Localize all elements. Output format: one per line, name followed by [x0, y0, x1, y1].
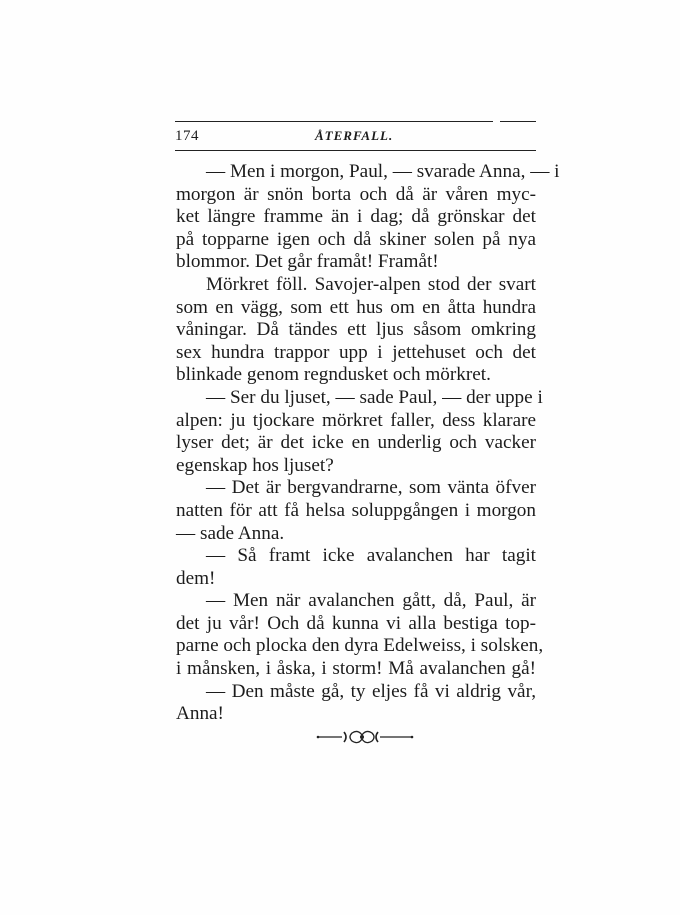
text-line: — Men i morgon, Paul, — svarade Anna, — i	[206, 161, 560, 182]
text-line: egenskap hos ljuset?	[176, 454, 334, 476]
text-line: — sade Anna.	[176, 522, 285, 544]
body-text	[176, 161, 560, 726]
text-line: som en vägg, som ett hus om en åtta hundra	[176, 296, 536, 318]
text-line: natten för att få helsa soluppgången i morgon	[176, 499, 536, 521]
text-line: sex hundra trappor upp i jettehuset och det	[176, 341, 536, 363]
text-line: morgon är snön borta och då är våren myc-	[176, 183, 536, 205]
text-line: ket längre framme än i dag; då grönskar det	[176, 206, 536, 228]
text-line: våningar. Då tändes ett ljus såsom omkring	[176, 319, 536, 341]
text-line: — Så framt icke avalanchen har tagit	[206, 545, 536, 567]
text-line: dem!	[176, 567, 216, 589]
text-line: alpen: ju tjockare mörkret faller, dess klarare	[176, 409, 536, 431]
page-number: 174	[175, 128, 199, 144]
text-line: blommor. Det går framåt! Framåt!	[176, 251, 439, 273]
tailpiece-ornament	[316, 727, 416, 747]
header-top-rule	[175, 121, 493, 122]
text-line: Mörkret föll. Savojer-alpen stod der svart	[206, 273, 536, 295]
text-line: blinkade genom regndusket och mörkret.	[176, 364, 491, 386]
text-line: — Men när avalanchen gått, då, Paul, är	[206, 590, 536, 612]
text-line: — Ser du ljuset, — sade Paul, — der uppe i	[206, 386, 543, 408]
page-header	[175, 128, 535, 148]
text-line: det ju vår! Och då kunna vi alla bestiga top-	[176, 612, 536, 634]
text-line: Anna!	[176, 703, 224, 725]
running-head: ÅTERFALL.	[315, 128, 394, 143]
text-line: i månsken, i åska, i storm! Må avalanchen gå!	[176, 658, 536, 680]
text-line: på topparne igen och då skiner solen på nya	[176, 228, 536, 250]
text-line: — Det är bergvandrarne, som vänta öfver	[206, 477, 536, 499]
header-top-rule-dash	[500, 121, 536, 122]
text-line: — Den måste gå, ty eljes få vi aldrig vår,	[206, 680, 536, 702]
text-line: lyser det; är det icke en underlig och vacker	[176, 432, 536, 454]
text-line: parne och plocka den dyra Edelweiss, i solsken,	[176, 635, 544, 657]
header-bottom-rule	[175, 150, 536, 151]
